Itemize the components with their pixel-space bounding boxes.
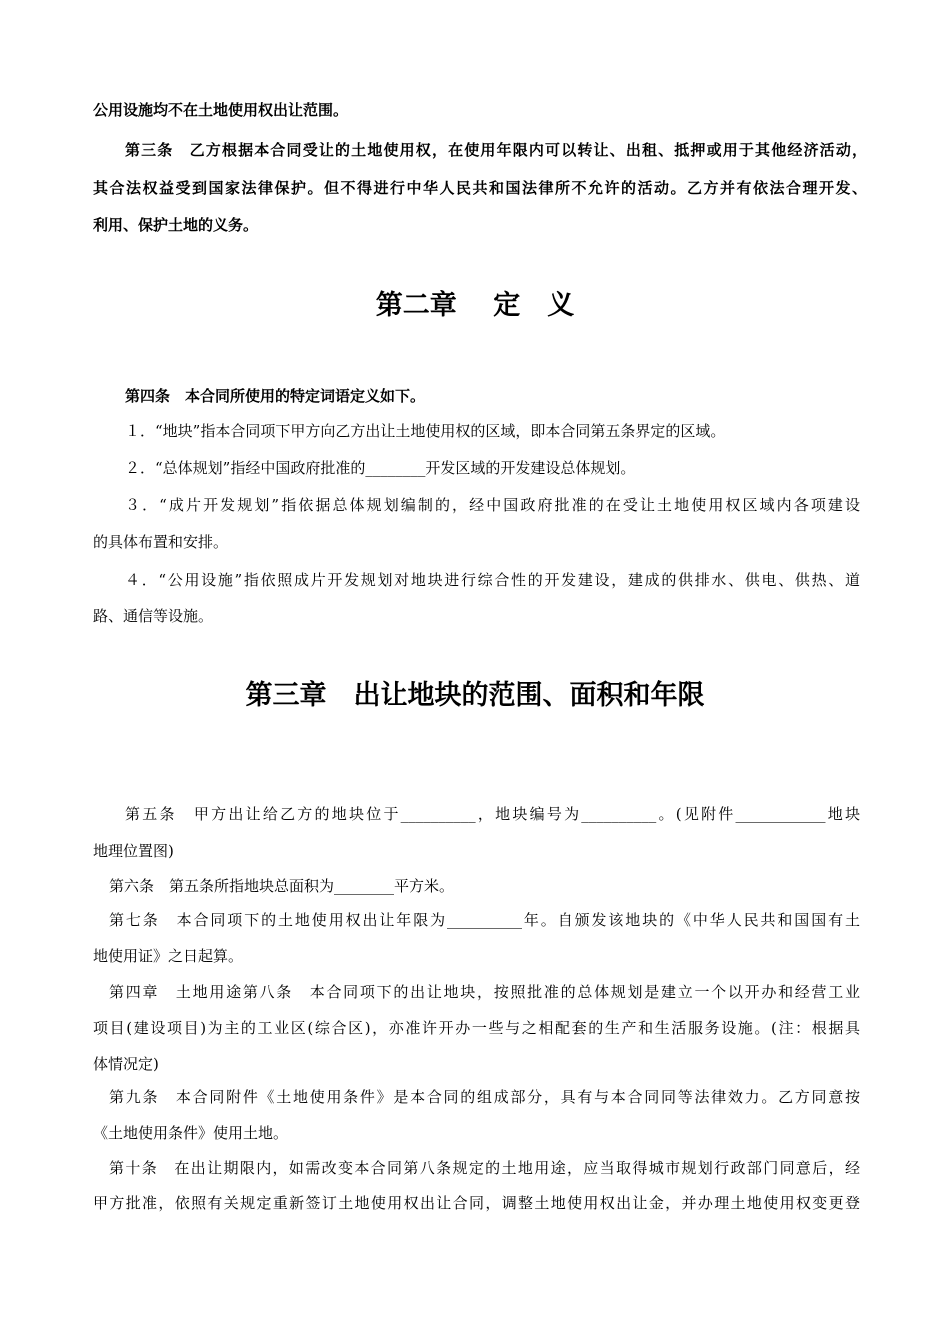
definition-3-line: 的具体布置和安排。 — [93, 533, 229, 551]
article-8-line: 体情况定) — [93, 1055, 159, 1073]
article-6-line: 第六条 第五条所指地块总面积为________平方米。 — [109, 877, 455, 895]
article-3-line: 其合法权益受到国家法律保护。但不得进行中华人民共和国法律所不允许的活动。乙方并有依法合理开发、 — [93, 179, 867, 197]
article-9-line: 《土地使用条件》使用土地。 — [93, 1124, 289, 1142]
article-10-line: 第十条 在出让期限内，如需改变本合同第八条规定的土地用途，应当取得城市规划行政部门同意后，经 — [109, 1159, 860, 1177]
article-7-line: 地使用证》之日起算。 — [93, 947, 244, 965]
article-3-line: 利用、保护土地的义务。 — [93, 216, 259, 234]
article-7-line: 第七条 本合同项下的土地使用权出让年限为__________年。自颁发该地块的《中华人民共和国国有土 — [109, 911, 860, 929]
article-4-line: 第四条 本合同所使用的特定词语定义如下。 — [125, 387, 426, 405]
article-3-line: 第三条 乙方根据本合同受让的土地使用权，在使用年限内可以转让、出租、抵押或用于其他经济活动， — [125, 141, 867, 159]
article-5-line: 地理位置图) — [93, 842, 174, 860]
definition-3-line: ３．“成片开发规划”指依据总体规划编制的，经中国政府批准的在受让土地使用权区域内各项建设 — [125, 496, 860, 514]
definition-4-line: 路、通信等设施。 — [93, 607, 214, 625]
chapter-2-heading: 第二章 定 义 — [375, 290, 575, 321]
definition-4-line: ４．“公用设施”指依照成片开发规划对地块进行综合性的开发建设，建成的供排水、供电、供热、道 — [125, 571, 860, 589]
article-8-line: 项目(建设项目)为主的工业区(综合区)，亦准许开办一些与之相配套的生产和生活服务设施。(注：根据具 — [93, 1019, 860, 1037]
chapter-3-heading: 第三章 出让地块的范围、面积和年限 — [245, 680, 705, 711]
article-9-line: 第九条 本合同附件《土地使用条件》是本合同的组成部分，具有与本合同同等法律效力。乙方同意按 — [109, 1088, 860, 1106]
definition-1: １．“地块”指本合同项下甲方向乙方出让土地使用权的区域，即本合同第五条界定的区域。 — [125, 422, 726, 440]
article-10-line: 甲方批准，依照有关规定重新签订土地使用权出让合同，调整土地使用权出让金，并办理土地使用权变更登 — [93, 1194, 860, 1212]
article-5-line: 第五条 甲方出让给乙方的地块位于__________，地块编号为__________。(见附件____________地块 — [125, 805, 860, 823]
article-8-line: 第四章 土地用途第八条 本合同项下的出让地块，按照批准的总体规划是建立一个以开办和经营工业 — [109, 983, 860, 1001]
definition-2: ２．“总体规划”指经中国政府批准的________开发区域的开发建设总体规划。 — [125, 459, 636, 477]
paragraph-line: 公用设施均不在土地使用权出让范围。 — [93, 101, 349, 119]
